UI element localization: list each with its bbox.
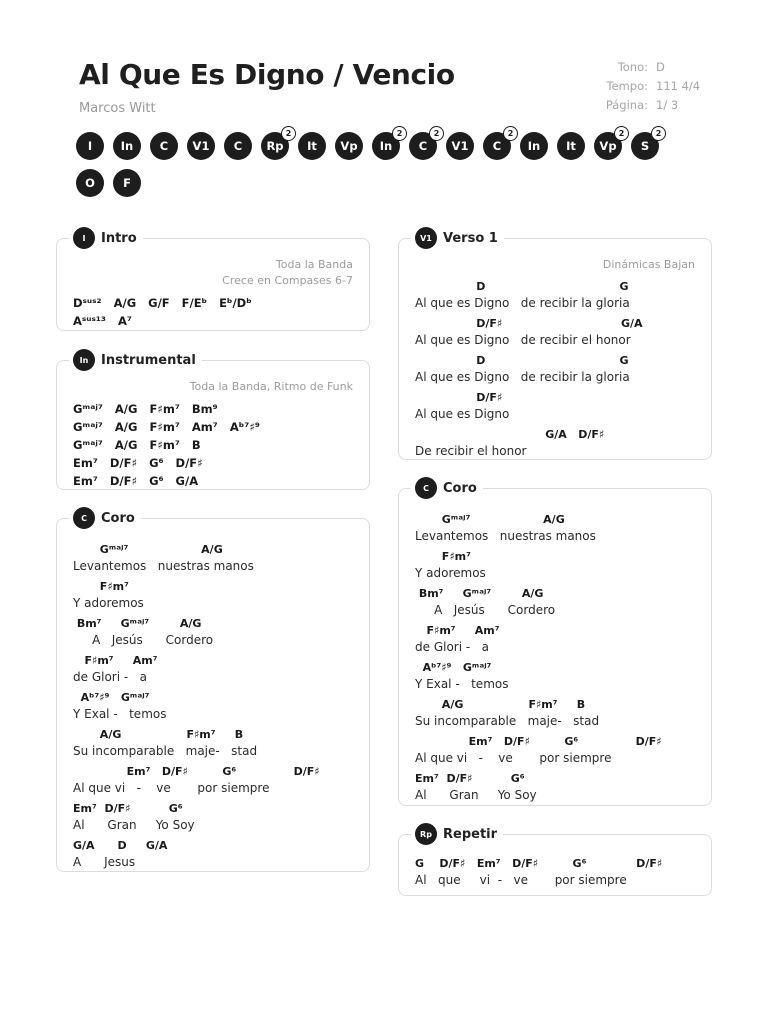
lyric-text: Y adoremos [415, 566, 486, 580]
section-notes [415, 257, 695, 273]
roadmap-pill[interactable] [76, 132, 104, 160]
lyric-line [415, 585, 695, 618]
lyric-text: Y adoremos [73, 596, 144, 610]
lyric-line [415, 855, 695, 888]
meta-tempo-value: 111 4/4 [656, 79, 701, 93]
roadmap-pill-label: C [418, 139, 428, 153]
section-icon: V1 [415, 227, 437, 249]
roadmap-pill[interactable] [150, 132, 178, 160]
section-icon: In [73, 349, 95, 371]
lyric-lines [415, 511, 695, 803]
chord-line: Aᵇ⁷♯⁹ Gᵐᵃʲ⁷ [415, 661, 492, 674]
section-header [411, 823, 503, 845]
roadmap [76, 129, 676, 197]
note-line: Toda la Banda [275, 258, 353, 271]
chord-line: F♯m⁷ [415, 550, 471, 563]
song-artist: Marcos Witt [79, 101, 156, 116]
lyric-line [415, 622, 695, 655]
lyric-line [73, 578, 353, 611]
chord-line: Bm⁷ Gᵐᵃʲ⁷ A/G [415, 587, 544, 600]
lyric-text: de Glori - a [415, 640, 489, 654]
chord-line: Em⁷ D/F♯ G⁶ D/F♯ [415, 735, 662, 748]
roadmap-pill-label: Vp [340, 139, 358, 153]
roadmap-pill-label: O [85, 176, 95, 190]
roadmap-pill-label: C [492, 139, 502, 153]
chord-line: D/F♯ G/A [415, 317, 643, 330]
meta-key-value: D [656, 60, 665, 74]
chord-line: D/F♯ [415, 391, 503, 404]
chord-line: Em⁷ D/F♯ G⁶ [415, 772, 525, 785]
meta-key-label: Tono: [617, 60, 648, 74]
lyric-text: A Jesús Cordero [73, 633, 214, 647]
chord-line: Em⁷ D/F♯ G⁶ [73, 802, 183, 815]
section-coro-left [56, 510, 370, 872]
chord-line: A/G F♯m⁷ B [415, 698, 586, 711]
lyric-line [415, 389, 695, 422]
lyric-text: De recibir el honor [415, 444, 527, 458]
section-instrumental [56, 352, 370, 490]
roadmap-pill-label: S [640, 139, 650, 153]
section-notes [73, 379, 353, 395]
repeat-count-badge: 2 [614, 126, 629, 141]
chord-row: Em⁷ D/F♯ G⁶ G/A [73, 474, 199, 488]
section-title: Instrumental [101, 352, 196, 368]
section-verso-1 [398, 230, 712, 460]
roadmap-pill[interactable] [409, 129, 440, 160]
lyric-text: Al que vi - ve por siempre [415, 873, 627, 887]
note-line: Dinámicas Bajan [602, 258, 695, 271]
roadmap-pill[interactable] [483, 129, 514, 160]
roadmap-pill-label: V1 [451, 139, 469, 153]
chord-line: F♯m⁷ Am⁷ [415, 624, 500, 637]
lyric-text: Al que es Digno [415, 407, 510, 421]
chord-row: Gᵐᵃʲ⁷ A/G F♯m⁷ Am⁷ Aᵇ⁷♯⁹ [73, 420, 260, 434]
chord-line: G/A D G/A [73, 839, 168, 852]
lyric-text: Levantemos nuestras manos [73, 559, 254, 573]
section-coro-right [398, 480, 712, 806]
lyric-text: Levantemos nuestras manos [415, 529, 596, 543]
meta-key-row [600, 58, 700, 77]
repeat-count-badge: 2 [651, 126, 666, 141]
section-intro [56, 230, 370, 331]
roadmap-pill[interactable] [631, 129, 662, 160]
chord-row: Gᵐᵃʲ⁷ A/G F♯m⁷ Bm⁹ [73, 402, 218, 416]
chord-line: Bm⁷ Gᵐᵃʲ⁷ A/G [73, 617, 202, 630]
roadmap-pill-label: C [233, 139, 243, 153]
roadmap-pill[interactable] [187, 132, 215, 160]
lyric-line [415, 511, 695, 544]
chord-row: Gᵐᵃʲ⁷ A/G F♯m⁷ B [73, 438, 201, 452]
roadmap-pill-label: In [379, 139, 393, 153]
roadmap-pill-label: It [307, 139, 317, 153]
lyric-lines [73, 541, 353, 870]
roadmap-pill-label: Vp [599, 139, 617, 153]
lyric-line [415, 315, 695, 348]
note-line: Toda la Banda, Ritmo de Funk [189, 380, 353, 393]
chord-row: Dˢᵘˢ² A/G G/F F/Eᵇ Eᵇ/Dᵇ [73, 296, 252, 310]
roadmap-pill[interactable] [298, 132, 326, 160]
meta-page-value: 1/ 3 [656, 98, 679, 112]
section-header [69, 349, 202, 371]
lyric-line [73, 541, 353, 574]
lyric-text: A Jesús Cordero [415, 603, 556, 617]
chord-line: A/G F♯m⁷ B [73, 728, 244, 741]
chord-line: Gᵐᵃʲ⁷ A/G [73, 543, 223, 556]
section-icon: C [73, 507, 95, 529]
repeat-count-badge: 2 [281, 126, 296, 141]
roadmap-pill[interactable] [261, 129, 292, 160]
lyric-text: A Jesus [73, 855, 136, 869]
roadmap-pill[interactable] [113, 132, 141, 160]
lyric-line [73, 726, 353, 759]
section-title: Coro [443, 480, 477, 496]
lyric-text: de Glori - a [73, 670, 147, 684]
lyric-line [415, 770, 695, 803]
song-title: Al Que Es Digno / Vencio [79, 58, 455, 91]
roadmap-pill[interactable] [335, 132, 363, 160]
song-meta [600, 58, 700, 115]
meta-page-row [600, 96, 700, 115]
lyric-line [415, 426, 695, 459]
roadmap-pill[interactable] [520, 132, 548, 160]
lyric-line [415, 548, 695, 581]
lyric-lines [415, 855, 695, 888]
section-title: Verso 1 [443, 230, 498, 246]
roadmap-pill[interactable] [224, 132, 252, 160]
roadmap-pill-label: It [566, 139, 576, 153]
chord-line: G/A D/F♯ [415, 428, 605, 441]
chord-line: Gᵐᵃʲ⁷ A/G [415, 513, 565, 526]
roadmap-pill-label: F [123, 176, 131, 190]
section-header [69, 227, 143, 249]
lyric-line [415, 696, 695, 729]
chord-line: Em⁷ D/F♯ G⁶ D/F♯ [73, 765, 320, 778]
lyric-line [73, 800, 353, 833]
note-line: Crece en Compases 6-7 [222, 274, 353, 287]
lyric-text: Al Gran Yo Soy [73, 818, 195, 832]
lyric-text: Su incomparable maje- stad [415, 714, 600, 728]
repeat-count-badge: 2 [429, 126, 444, 141]
section-repetir [398, 826, 712, 896]
roadmap-pill[interactable] [113, 169, 141, 197]
lyric-text: Al que vi - ve por siempre [73, 781, 270, 795]
meta-tempo-label: Tempo: [606, 79, 648, 93]
roadmap-pill-label: Rp [266, 139, 284, 153]
chord-line: F♯m⁷ Am⁷ [73, 654, 158, 667]
repeat-count-badge: 2 [392, 126, 407, 141]
lyric-text: Al Gran Yo Soy [415, 788, 537, 802]
section-title: Repetir [443, 826, 498, 842]
roadmap-pill-label: C [159, 139, 169, 153]
chord-line: D G [415, 354, 629, 367]
lyric-line [73, 837, 353, 870]
roadmap-pill-label: V1 [192, 139, 210, 153]
lyric-line [73, 652, 353, 685]
section-header [69, 507, 141, 529]
lyric-text: Y Exal - temos [415, 677, 509, 691]
lyric-text: Al que es Digno de recibir la gloria [415, 296, 630, 310]
chord-line: G D/F♯ Em⁷ D/F♯ G⁶ D/F♯ [415, 857, 663, 870]
lyric-text: Y Exal - temos [73, 707, 167, 721]
roadmap-pill[interactable] [372, 129, 403, 160]
section-icon: Rp [415, 823, 437, 845]
section-notes [73, 257, 353, 289]
roadmap-pill[interactable] [557, 132, 585, 160]
chord-line: F♯m⁷ [73, 580, 129, 593]
lyric-line [73, 763, 353, 796]
section-header [411, 477, 483, 499]
lyric-text: Su incomparable maje- stad [73, 744, 258, 758]
lyric-text: Al que es Digno de recibir el honor [415, 333, 631, 347]
chord-line: Aᵇ⁷♯⁹ Gᵐᵃʲ⁷ [73, 691, 150, 704]
lyric-text: Al que es Digno de recibir la gloria [415, 370, 630, 384]
repeat-count-badge: 2 [503, 126, 518, 141]
chord-row: Em⁷ D/F♯ G⁶ D/F♯ [73, 456, 203, 470]
lyric-line [415, 278, 695, 311]
chord-row: Aˢᵘˢ¹³ A⁷ [73, 314, 132, 328]
chord-line: D G [415, 280, 629, 293]
section-icon: I [73, 227, 95, 249]
section-title: Coro [101, 510, 135, 526]
lyric-line [73, 615, 353, 648]
roadmap-pill-label: I [87, 139, 93, 153]
roadmap-pill[interactable] [446, 132, 474, 160]
meta-tempo-row [600, 77, 700, 96]
lyric-text: Al que vi - ve por siempre [415, 751, 612, 765]
roadmap-pill-label: In [527, 139, 541, 153]
lyric-line [415, 733, 695, 766]
section-icon: C [415, 477, 437, 499]
roadmap-pill[interactable] [76, 169, 104, 197]
section-title: Intro [101, 230, 137, 246]
roadmap-pill-label: In [120, 139, 134, 153]
lyric-line [415, 352, 695, 385]
lyric-line [415, 659, 695, 692]
section-header [411, 227, 504, 249]
lyric-line [73, 689, 353, 722]
lyric-lines [415, 278, 695, 459]
roadmap-pill[interactable] [594, 129, 625, 160]
meta-page-label: Página: [605, 98, 648, 112]
